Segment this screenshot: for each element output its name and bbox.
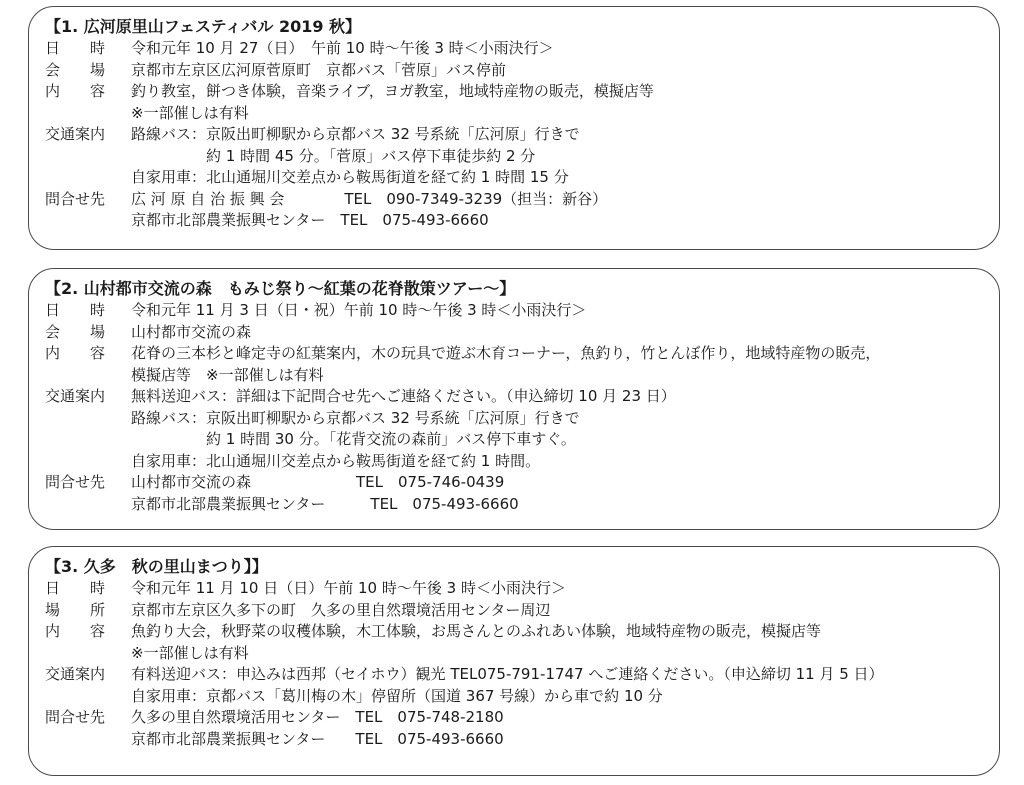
content-label: 内 容 <box>45 622 106 640</box>
venue-label: 会 場 <box>45 322 106 341</box>
content-continued: 模擬店等 ※一部催しは有料 <box>131 365 324 384</box>
contact-row <box>43 707 985 729</box>
access-shuttle: 有料送迎バス：申込みは西邦（セイホウ）観光 TEL075-791-1747 へご連絡ください。（申込締切 11 月 5 日） <box>131 665 884 683</box>
event-card-2 <box>28 268 1000 530</box>
venue-value: 京都市左京区久多下の町 久多の里自然環境活用センター周辺 <box>131 600 551 619</box>
venue-value: 山村都市交流の森 <box>131 322 252 341</box>
venue-label: 会 場 <box>45 60 106 79</box>
date-label: 日 時 <box>45 301 106 319</box>
contact-2: 京都市北部農業振興センター TEL 075-493-6660 <box>131 729 504 748</box>
contact-label: 問合せ先 <box>45 708 106 726</box>
access-label: 交通案内 <box>45 387 106 405</box>
content-row <box>43 81 985 103</box>
event-title: 【2. 山村都市交流の森 もみじ祭り〜紅葉の花脊散策ツアー〜】 <box>45 279 516 298</box>
event-title: 【1. 広河原里山フェスティバル 2019 秋】 <box>45 17 362 36</box>
content-note: ※一部催しは有料 <box>131 643 249 662</box>
venue-row <box>43 60 985 82</box>
date-row <box>43 578 985 600</box>
contact-label: 問合せ先 <box>45 473 106 491</box>
content-label: 内 容 <box>45 344 106 362</box>
access-car: 自家用車：北山通堀川交差点から鞍馬街道を経て約 1 時間。 <box>131 451 541 470</box>
contact-1: 広 河 原 自 治 振 興 会 TEL 090-7349-3239（担当：新谷） <box>131 189 608 208</box>
access-car: 自家用車：北山通堀川交差点から鞍馬街道を経て約 1 時間 15 分 <box>131 168 569 186</box>
access-bus: 路線バス：京阪出町柳駅から京都バス 32 号系統「広河原」行きで <box>131 125 580 143</box>
contact-2: 京都市北部農業振興センター TEL 075-493-6660 <box>131 211 489 229</box>
contact-label: 問合せ先 <box>45 189 106 208</box>
date-row <box>43 300 985 322</box>
date-value: 令和元年 10 月 27（日） 午前 10 時〜午後 3 時＜小雨決行＞ <box>131 39 554 57</box>
contact-1: 久多の里自然環境活用センター TEL 075-748-2180 <box>131 708 504 726</box>
access-label: 交通案内 <box>45 125 106 143</box>
date-value: 令和元年 11 月 3 日（日・祝）午前 10 時〜午後 3 時＜小雨決行＞ <box>131 301 587 319</box>
access-row <box>43 124 985 146</box>
contact-row <box>43 472 985 494</box>
access-label: 交通案内 <box>45 665 106 683</box>
venue-row <box>43 600 985 622</box>
content-row <box>43 343 985 365</box>
venue-value: 京都市左京区広河原菅原町 京都バス「菅原」バス停前 <box>131 60 507 79</box>
date-label: 日 時 <box>45 39 106 57</box>
content-value: 釣り教室，餅つき体験，音楽ライブ，ヨガ教室，地域特産物の販売，模擬店等 <box>131 82 654 100</box>
event-title: 【3. 久多 秋の里山まつり】】 <box>45 557 268 576</box>
event-card-3 <box>28 546 1000 776</box>
venue-label: 場 所 <box>45 600 106 619</box>
date-row <box>43 38 985 60</box>
event-card-1 <box>28 6 1000 250</box>
access-bus-detail: 約 1 時間 45 分。「菅原」バス停下車徒歩約 2 分 <box>206 146 536 165</box>
content-row <box>43 621 985 643</box>
access-bus-detail: 約 1 時間 30 分。「花背交流の森前」バス停下車すぐ。 <box>206 430 576 448</box>
content-value: 花脊の三本杉と峰定寺の紅葉案内，木の玩具で遊ぶ木育コーナー，魚釣り，竹とんぼ作り，地域特産物の販売， <box>131 344 881 362</box>
date-value: 令和元年 11 月 10 日（日）午前 10 時〜午後 3 時＜小雨決行＞ <box>131 579 566 597</box>
contact-row <box>43 189 985 211</box>
contact-1: 山村都市交流の森 TEL 075-746-0439 <box>131 473 505 491</box>
content-label: 内 容 <box>45 82 106 100</box>
content-note: ※一部催しは有料 <box>131 103 249 122</box>
venue-row <box>43 322 985 344</box>
date-label: 日 時 <box>45 579 106 597</box>
access-row <box>43 386 985 408</box>
contact-2: 京都市北部農業振興センター TEL 075-493-6660 <box>131 494 519 513</box>
content-value: 魚釣り大会，秋野菜の収穫体験，木工体験，お馬さんとのふれあい体験，地域特産物の販売，模擬店等 <box>131 622 822 640</box>
access-shuttle: 無料送迎バス：詳細は下記問合せ先へご連絡ください。（申込締切 10 月 23 日） <box>131 387 676 405</box>
access-row <box>43 664 985 686</box>
access-car: 自家用車：京都バス「葛川梅の木」停留所（国道 367 号線）から車で約 10 分 <box>131 686 663 705</box>
access-bus: 路線バス：京阪出町柳駅から京都バス 32 号系統「広河原」行きで <box>131 408 580 427</box>
